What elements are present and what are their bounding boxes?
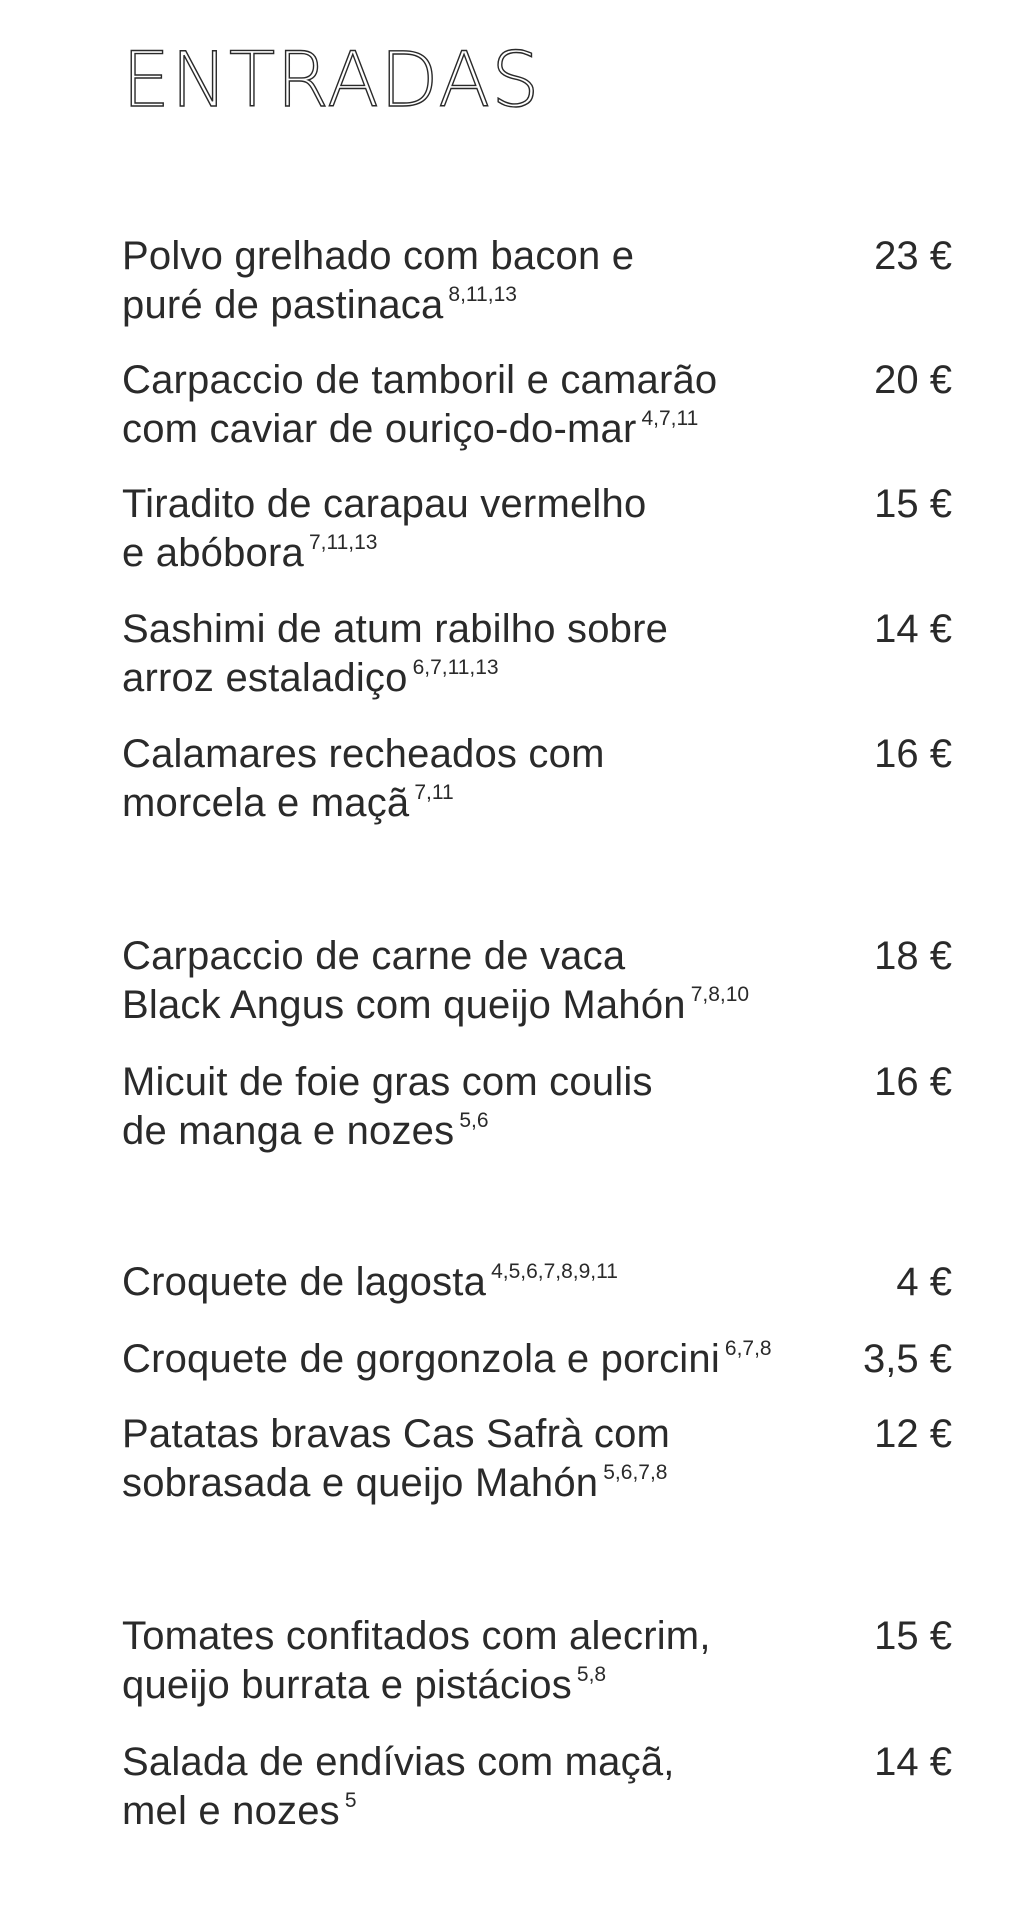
- dish-name-line-1: Croquete de lagosta: [122, 1260, 487, 1304]
- menu-item: [122, 232, 952, 330]
- allergen-codes: 6,7,11,13: [412, 656, 499, 679]
- dish-name-line-2: sobrasada e queijo Mahón: [122, 1461, 599, 1505]
- dish-price: 3,5 €: [863, 1337, 952, 1381]
- dish-price: 18 €: [874, 934, 952, 978]
- dish-name: [122, 1410, 762, 1508]
- dish-name-line-2: e abóbora: [122, 531, 304, 575]
- allergen-codes: 4,7,11: [641, 407, 699, 430]
- dish-name-line-1: Micuit de foie gras com coulis: [122, 1060, 653, 1104]
- dish-price: 14 €: [874, 607, 952, 651]
- dish-name-line-1: Salada de endívias com maçã,: [122, 1740, 675, 1784]
- menu-item: [122, 1258, 952, 1307]
- dish-name: [122, 605, 762, 703]
- allergen-codes: 7,11,13: [308, 531, 378, 554]
- dish-price: 14 €: [874, 1740, 952, 1784]
- dish-name-line-2: com caviar de ouriço-do-mar: [122, 407, 637, 451]
- menu-item: [122, 730, 952, 828]
- dish-name-line-1: Tiradito de carapau vermelho: [122, 482, 647, 526]
- dish-price: 15 €: [874, 1614, 952, 1658]
- dish-name-line-1: Calamares recheados com: [122, 732, 605, 776]
- dish-name: [122, 1612, 762, 1710]
- allergen-codes: 8,11,13: [448, 283, 517, 306]
- dish-name-line-2: mel e nozes: [122, 1789, 340, 1833]
- dish-name-line-1: Croquete de gorgonzola e porcini: [122, 1337, 720, 1381]
- dish-price: 12 €: [874, 1412, 952, 1456]
- dish-price: 16 €: [874, 732, 952, 776]
- dish-price: 20 €: [874, 358, 952, 402]
- dish-name-line-1: Tomates confitados com alecrim,: [122, 1614, 711, 1658]
- dish-price: 23 €: [874, 234, 952, 278]
- menu-item: [122, 480, 952, 578]
- dish-name-line-1: Carpaccio de tamboril e camarão: [122, 358, 718, 402]
- menu-item: [122, 1612, 952, 1710]
- dish-name-line-1: Carpaccio de carne de vaca: [122, 934, 626, 978]
- dish-price: 15 €: [874, 482, 952, 526]
- dish-name: [122, 1335, 772, 1384]
- allergen-codes: 7,8,10: [690, 983, 750, 1006]
- dish-name-line-1: Polvo grelhado com bacon e: [122, 234, 635, 278]
- dish-name: [122, 1058, 762, 1156]
- dish-name-line-2: arroz estaladiço: [122, 656, 408, 700]
- menu-item: [122, 1410, 952, 1508]
- dish-name: [122, 356, 762, 454]
- menu-item: [122, 356, 952, 454]
- dish-name-line-2: morcela e maçã: [122, 781, 410, 825]
- dish-name: [122, 730, 762, 828]
- dish-name: [122, 1258, 762, 1307]
- dish-name: [122, 480, 762, 578]
- dish-name-line-1: Patatas bravas Cas Safrà com: [122, 1412, 671, 1456]
- allergen-codes: 5,6: [459, 1109, 489, 1132]
- dish-price: 16 €: [874, 1060, 952, 1104]
- menu-item: [122, 605, 952, 703]
- dish-name: [122, 1738, 762, 1836]
- menu-item: [122, 1738, 952, 1836]
- dish-name-line-2: queijo burrata e pistácios: [122, 1663, 572, 1707]
- section-title: ENTRADAS: [122, 35, 541, 124]
- dish-name: [122, 932, 762, 1030]
- allergen-codes: 7,11: [414, 781, 454, 804]
- dish-name-line-1: Sashimi de atum rabilho sobre: [122, 607, 669, 651]
- allergen-codes: 5,6,7,8: [603, 1461, 668, 1484]
- allergen-codes: 5,8: [576, 1663, 607, 1686]
- dish-name-line-2: de manga e nozes: [122, 1109, 455, 1153]
- menu-item: [122, 932, 952, 1030]
- menu-item: [122, 1058, 952, 1156]
- allergen-codes: 6,7,8: [724, 1337, 772, 1360]
- menu-item: [122, 1335, 952, 1384]
- allergen-codes: 4,5,6,7,8,9,11: [491, 1260, 618, 1283]
- dish-name: [122, 232, 762, 330]
- dish-name-line-2: Black Angus com queijo Mahón: [122, 983, 686, 1027]
- dish-name-line-2: puré de pastinaca: [122, 283, 444, 327]
- dish-price: 4 €: [896, 1260, 952, 1304]
- allergen-codes: 5: [344, 1789, 357, 1812]
